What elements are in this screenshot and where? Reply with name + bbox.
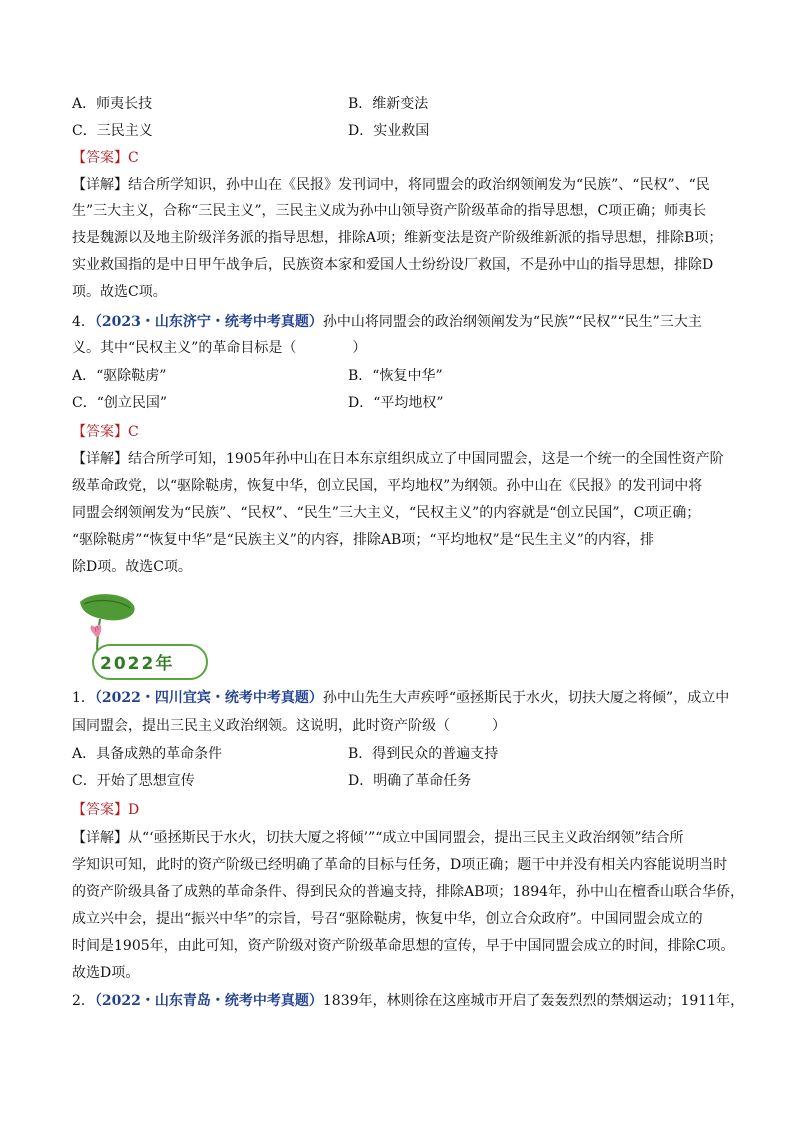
q4-stem-text: 孙中山将同盟会的政治纲领阐发为“民族”“民权”“民生”三大主 (322, 314, 702, 330)
q1-detail-line-4: 成立兴中会，提出“振兴中华”的宗旨，号召“驱除鞑虏，恢复中华，创立合众政府”。中国同盟会成立的 (72, 911, 703, 927)
q4-source: （2023・山东济宁・统考中考真题） (94, 314, 323, 330)
q3-detail-line-2: 生”三大主义，合称“三民主义”，三民主义成为孙中山领导资产阶级革命的指导思想，C项正确；师夷长 (72, 203, 707, 219)
q1-option-a: A．具备成熟的革命条件 (72, 746, 223, 762)
q1-detail-line-2: 学知识可知，此时的资产阶级已经明确了革命的目标与任务，D项正确；题干中并没有相关内容能说明当时 (72, 857, 728, 873)
q2-stem-text: 1839年，林则徐在这座城市开启了轰轰烈烈的禁烟运动；1911年， (322, 993, 745, 1009)
q1-number: 1． (72, 690, 95, 706)
q4-detail-line-2: 级革命政党，以“驱除鞑虏，恢复中华，创立民国，平均地权”为纲领。孙中山在《民报》的发刊词中将 (72, 478, 703, 494)
q1-stem-line-1 (72, 688, 729, 708)
q3-detail-line-3: 技是魏源以及地主阶级洋务派的指导思想，排除A项；维新变法是资产阶级维新派的指导思想，排除B项； (72, 230, 723, 246)
q3-detail-line-1: 【详解】结合所学知识，孙中山在《民报》发刊词中，将同盟会的政治纲领阐发为“民族”、“民权”、“民 (72, 177, 710, 193)
q1-option-b: B．得到民众的普遍支持 (348, 746, 499, 762)
q3-option-d: D．实业救国 (348, 123, 430, 139)
q1-detail-line-6: 故选D项。 (72, 965, 140, 981)
q1-option-c: C．开始了思想宣传 (72, 773, 195, 789)
q3-option-b: B．维新变法 (348, 96, 429, 112)
q4-stem-line-2: 义。其中“民权主义”的革命目标是（ ） (72, 340, 367, 356)
q3-detail-line-4: 实业救国指的是中日甲午战争后，民族资本家和爱国人士纷纷设厂救国，不是孙中山的指导思想，排除D (72, 257, 714, 273)
q4-answer: 【答案】C (72, 424, 139, 440)
year-label: 2022年 (100, 654, 175, 674)
q4-option-d: D．“平均地权” (348, 395, 444, 411)
year-section-banner (72, 592, 222, 682)
q3-answer: 【答案】C (72, 150, 139, 166)
q1-detail-line-3: 的资产阶级具备了成熟的革命条件、得到民众的普遍支持，排除AB项；1894年，孙中山在檀香山联合华侨， (72, 884, 745, 900)
q1-stem-text: 孙中山先生大声疾呼“亟拯斯民于水火，切扶大厦之将倾”，成立中 (322, 690, 730, 706)
q2-stem-line-1 (72, 991, 744, 1011)
q3-detail-line-5: 项。故选C项。 (72, 284, 167, 300)
q4-option-c: C．“创立民国” (72, 395, 168, 411)
q2-source: （2022・山东青岛・统考中考真题） (94, 993, 323, 1009)
q4-detail-line-3: 同盟会纲领阐发为“民族”、“民权”、“民生”三大主义，“民权主义”的内容就是“创立民国”，C项正确； (72, 505, 701, 521)
q4-stem-line-1 (72, 312, 702, 332)
q1-stem-line-2: 国同盟会，提出三民主义政治纲领。这说明，此时资产阶级（ ） (72, 718, 506, 734)
q2-number: 2． (72, 993, 95, 1009)
q1-answer: 【答案】D (72, 802, 140, 818)
q1-detail-line-5: 时间是1905年，由此可知，资产阶级对资产阶级革命思想的宣传，早于中国同盟会成立的时间，排除C项。 (72, 938, 735, 954)
q1-detail-line-1: 【详解】从“‘亟拯斯民于水火，切扶大厦之将倾’”“成立中国同盟会，提出三民主义政治纲领”结合所 (72, 830, 684, 846)
q4-detail-line-1: 【详解】结合所学可知，1905年孙中山在日本东京组织成立了中国同盟会，这是一个统一的全国性资产阶 (72, 451, 724, 467)
q4-detail-line-5: 除D项。故选C项。 (72, 559, 192, 575)
q1-option-d: D．明确了革命任务 (348, 773, 472, 789)
q3-option-c: C．三民主义 (72, 123, 153, 139)
q4-number: 4． (72, 314, 95, 330)
q4-option-a: A．“驱除鞑虏” (72, 368, 167, 384)
q3-option-a: A．师夷长技 (72, 96, 153, 112)
q4-option-b: B．“恢复中华” (348, 368, 443, 384)
q4-detail-line-4: “驱除鞑虏”“恢复中华”是“民族主义”的内容，排除AB项；“平均地权”是“民生主义”的内容，排 (72, 532, 654, 548)
q1-source: （2022・四川宜宾・统考中考真题） (94, 690, 323, 706)
